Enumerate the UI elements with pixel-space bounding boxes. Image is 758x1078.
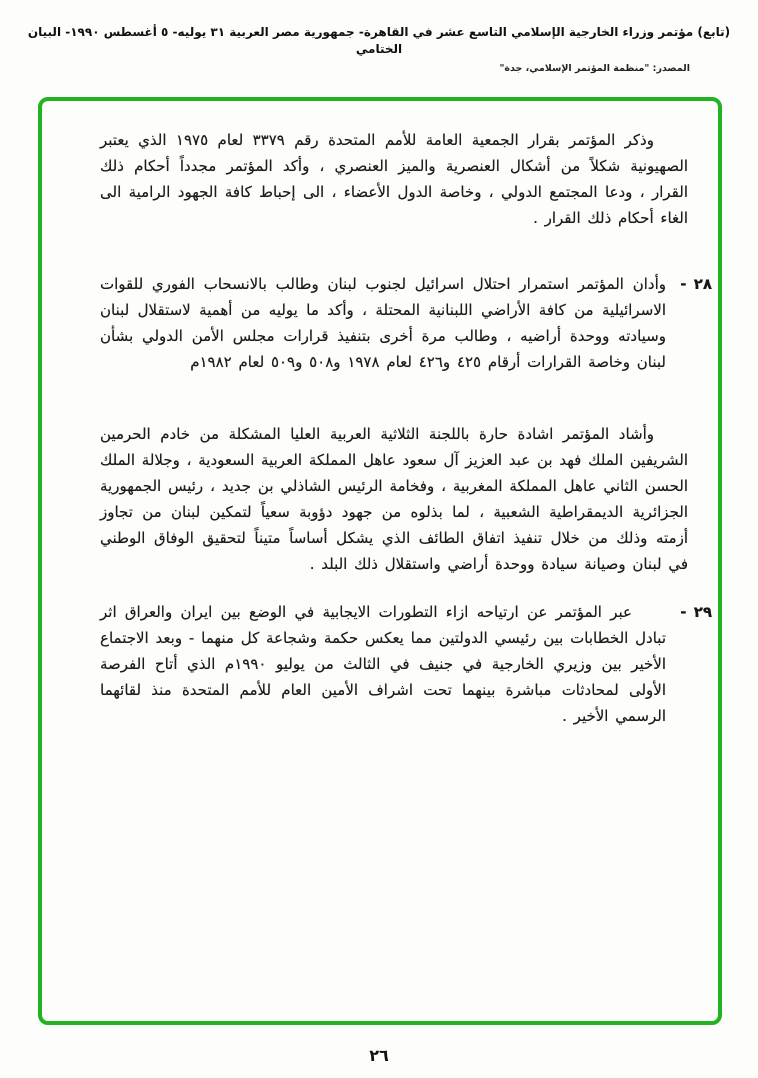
paragraph-text: وأشاد المؤتمر اشادة حارة باللجنة الثلاثية العربية العليا المشكلة من خادم الحرمين الشريفين الملك فهد بن عبد العزيز آل سعود عاهل المملكة العربية السعودية ، وجلالة الملك الحسن الثاني عاهل المملكة المغربية ، وفخامة الرئيس الشاذلي بن جديد ، رئيس الجمهورية الجزائرية الديمقراطية الشعبية ، لما بذلوه من جهود دؤوبة سعياً لتمكين لبنان من تجاوز أزمته وذلك من خلال تنفيذ اتفاق الطائف الذي يشكل أساساً متيناً لتحقيق الوفاق الوطني في لبنان وصيانة سيادة ووحدة أراضي واستقلال ذلك البلد . — [100, 425, 688, 573]
paragraph-text: وأدان المؤتمر استمرار احتلال اسرائيل لجنوب لبنان وطالب بالانسحاب الفوري للقوات الاسرائيلية من كافة الأراضي اللبنانية المحتلة ، وأكد ما يوليه من أهمية لاستقلال لبنان وسيادته ووحدة أراضيه ، وطالب مرة أخرى بتنفيذ قرارات مجلس الأمن الدولي بشأن لبنان وخاصة القرارات أرقام ٤٢٥ و٤٢٦ لعام ١٩٧٨ و٥٠٨ و٥٠٩ لعام ١٩٨٢م — [100, 275, 666, 371]
paragraph-resolution-3379 — [100, 127, 688, 231]
green-border-content-box — [38, 97, 722, 1025]
paragraph-tripartite-committee — [100, 421, 688, 577]
item-number-29: ٢٩ - — [680, 603, 712, 621]
page-number: ٢٦ — [369, 1046, 389, 1065]
paragraph-text: وذكر المؤتمر بقرار الجمعية العامة للأمم المتحدة رقم ٣٣٧٩ لعام ١٩٧٥ الذي يعتبر الصهيونية شكلاً من أشكال العنصرية والميز العنصري ، وأكد المؤتمر مجدداً أحكام ذلك القرار ، ودعا المجتمع الدولي ، وخاصة الدول الأعضاء ، الى إحباط كافة الجهود الرامية الى الغاء أحكام ذلك القرار . — [100, 131, 688, 227]
item-number-28: ٢٨ - — [680, 275, 712, 293]
paragraph-item-29 — [100, 599, 712, 729]
paragraph-item-28 — [100, 271, 712, 375]
document-header — [0, 0, 758, 74]
document-title: (تابع) مؤتمر وزراء الخارجية الإسلامي التاسع عشر في القاهرة- جمهورية مصر العربية ٣١ يوليه- ٥ أغسطس ١٩٩٠- البيان الختامي — [27, 25, 731, 56]
paragraph-text: عبر المؤتمر عن ارتياحه ازاء التطورات الايجابية في الوضع بين ايران والعراق اثر تبادل الخطابات بين رئيسي الدولتين مما يعكس حكمة وشجاعة كل منهما - وبعد الاجتماع الأخير بين وزيري الخارجية في جنيف في الثالث من يوليو ١٩٩٠م الذي أتاح الفرصة الأولى لمحادثات مباشرة بينهما تحت اشراف الأمين العام للأمم المتحدة منذ لقائهما الرسمي الأخير . — [100, 603, 666, 725]
document-source-line: المصدر: "منظمة المؤتمر الإسلامي، جدة" — [499, 62, 690, 74]
